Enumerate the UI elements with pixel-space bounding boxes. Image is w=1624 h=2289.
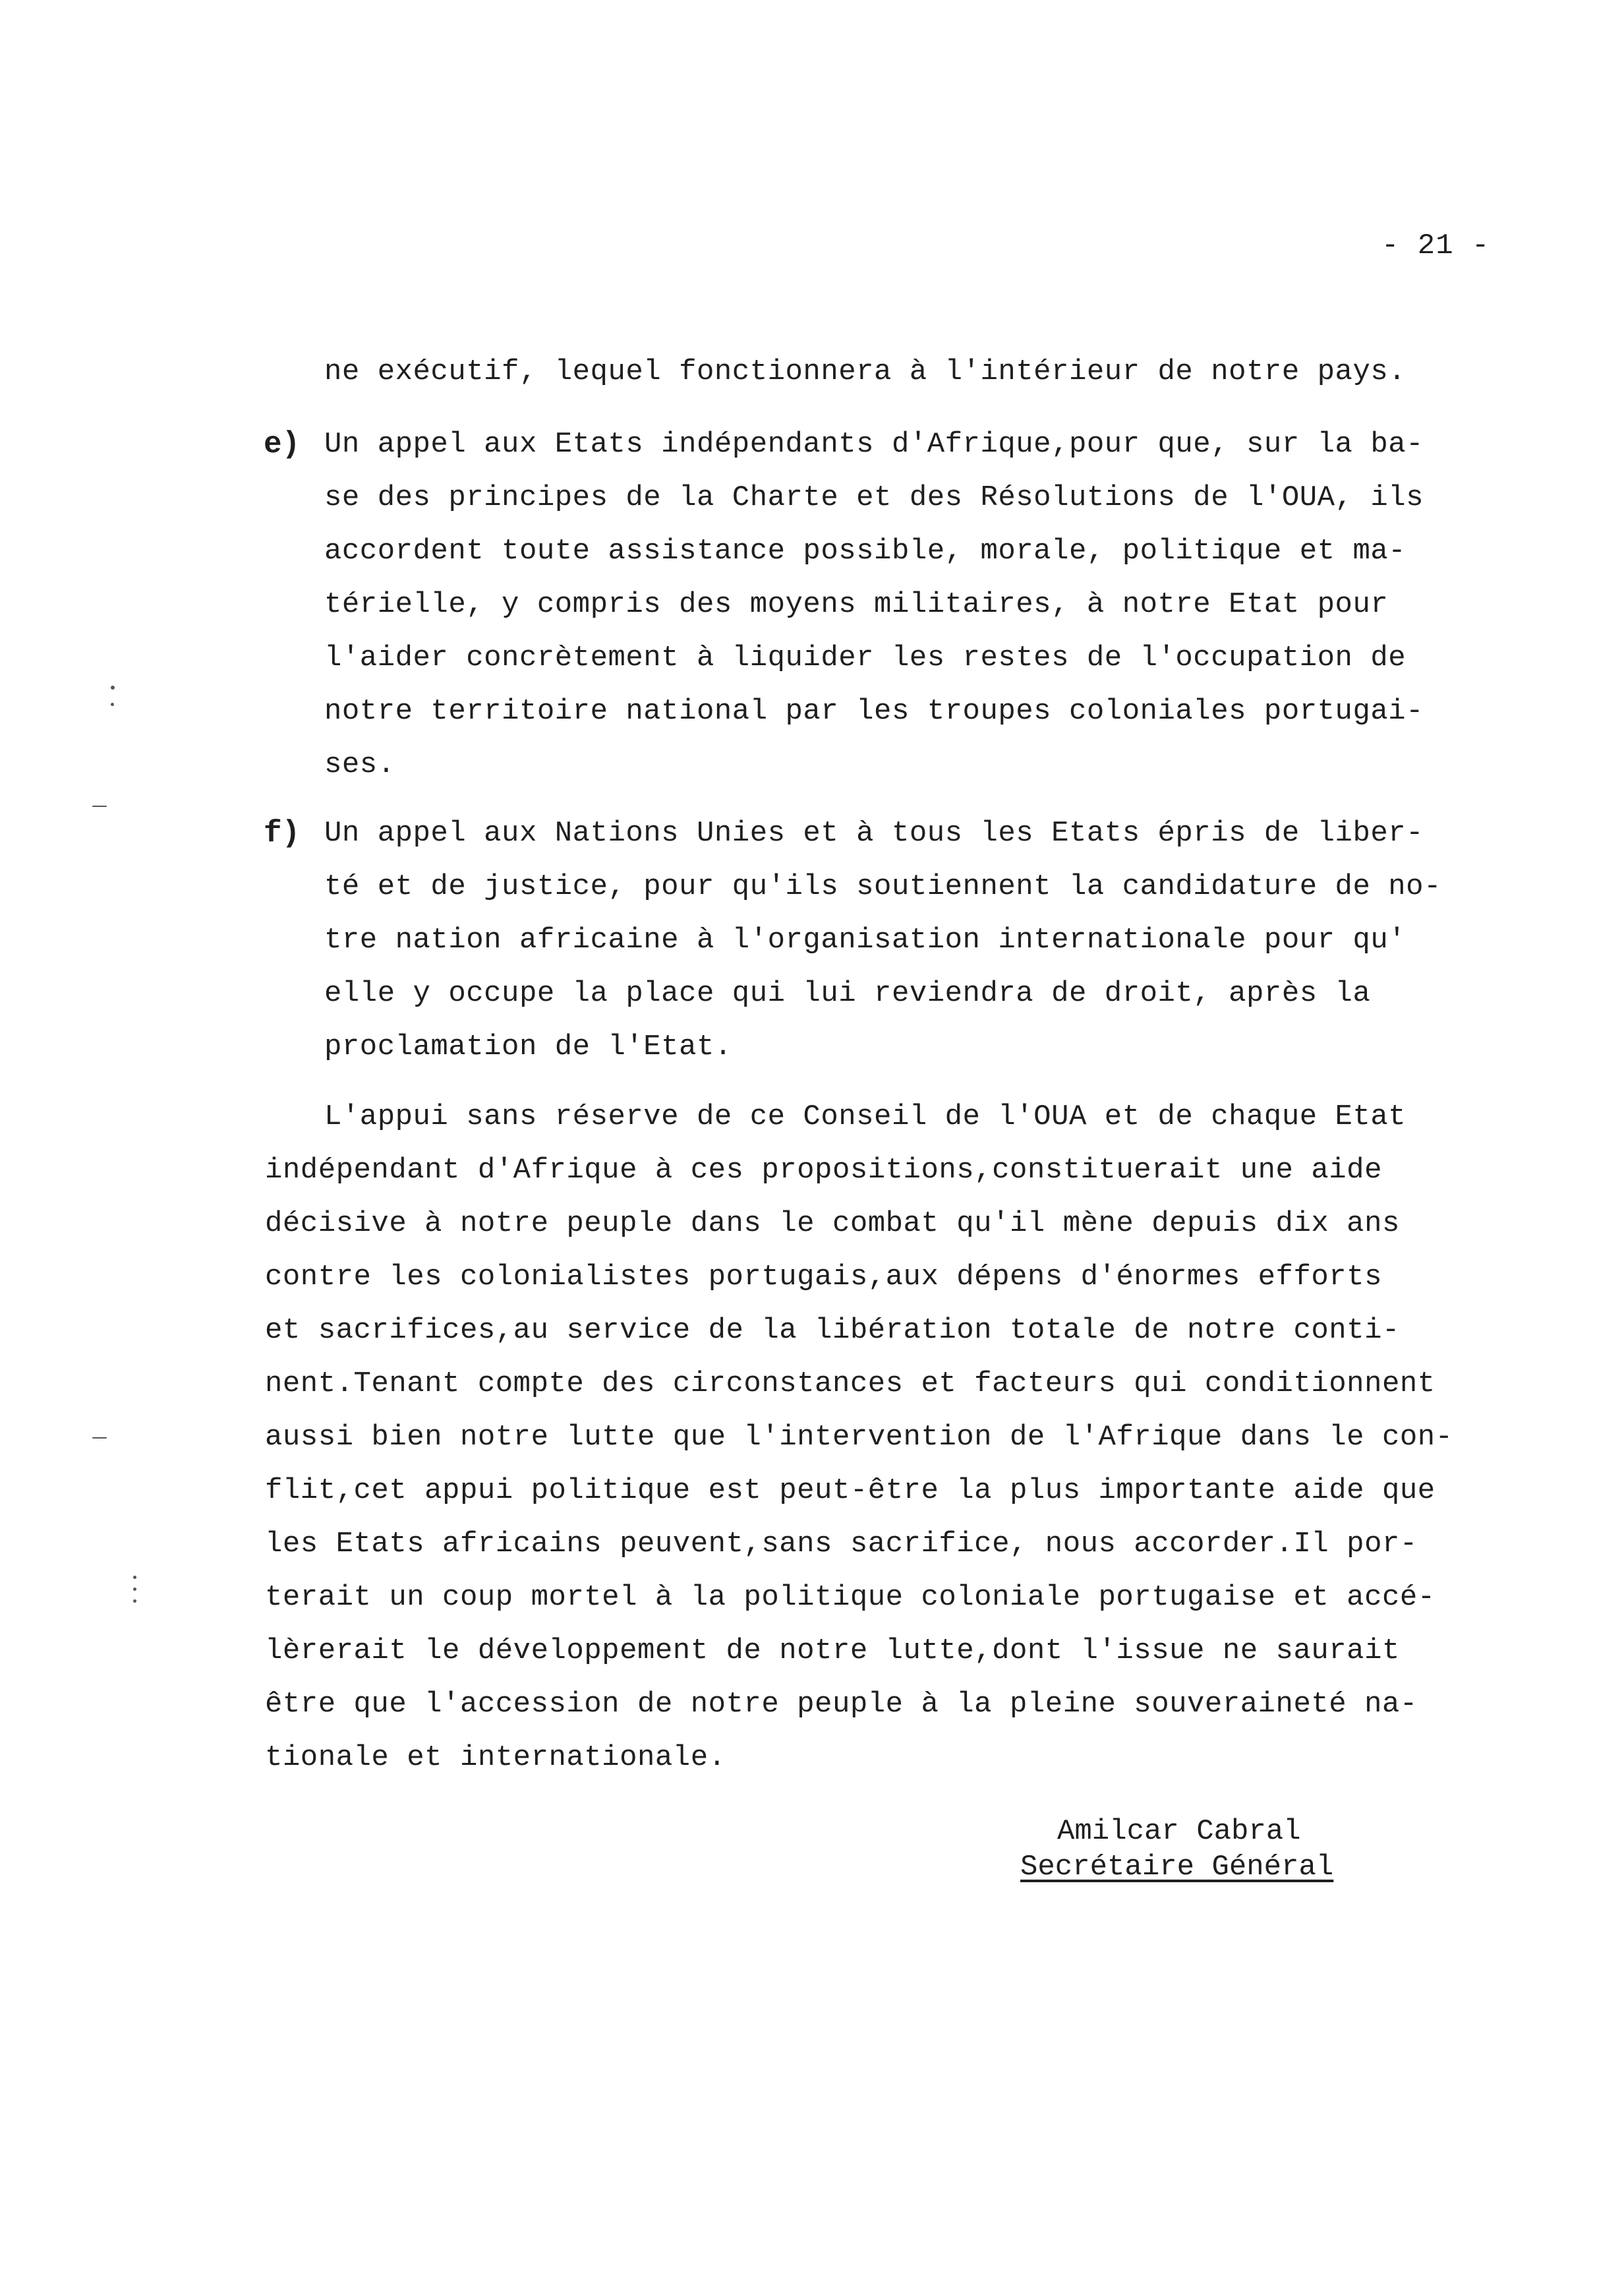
closing-line: lèrerait le développement de notre lutte,dont l'issue ne saurait	[265, 1634, 1400, 1667]
page-number: - 21 -	[1381, 229, 1490, 262]
closing-line: L'appui sans réserve de ce Conseil de l'OUA et de chaque Etat	[324, 1100, 1406, 1133]
item-e-line: notre territoire national par les troupes coloniales portugai-	[324, 695, 1424, 728]
closing-line: terait un coup mortel à la politique coloniale portugaise et accé-	[265, 1581, 1436, 1614]
signature-name: Amilcar Cabral	[1057, 1815, 1301, 1848]
closing-line: nent.Tenant compte des circonstances et facteurs qui conditionnent	[265, 1367, 1436, 1400]
scan-speck	[111, 703, 114, 706]
closing-line: tionale et internationale.	[265, 1741, 726, 1774]
item-f-line: elle y occupe la place qui lui reviendra de droit, après la	[324, 977, 1371, 1010]
scan-speck	[92, 806, 107, 807]
item-e-line: l'aider concrètement à liquider les restes de l'occupation de	[324, 641, 1406, 674]
item-f-line: té et de justice, pour qu'ils soutiennent la candidature de no-	[324, 870, 1441, 903]
item-f-line: tre nation africaine à l'organisation internationale pour qu'	[324, 924, 1406, 957]
closing-line: être que l'accession de notre peuple à la pleine souveraineté na-	[265, 1688, 1418, 1721]
scan-speck	[133, 1576, 136, 1579]
scan-speck	[133, 1599, 136, 1603]
signature-title: Secrétaire Général	[1020, 1851, 1334, 1884]
continuation-line: ne exécutif, lequel fonctionnera à l'intérieur de notre pays.	[324, 355, 1406, 388]
closing-line: contre les colonialistes portugais,aux dépens d'énormes efforts	[265, 1261, 1382, 1293]
item-e-line: se des principes de la Charte et des Résolutions de l'OUA, ils	[324, 481, 1424, 514]
item-e-line: Un appel aux Etats indépendants d'Afrique,pour que, sur la ba-	[324, 428, 1424, 461]
item-e-line: térielle, y compris des moyens militaires, à notre Etat pour	[324, 588, 1389, 621]
item-e-marker: e)	[264, 427, 301, 461]
closing-line: flit,cet appui politique est peut-être la plus importante aide que	[265, 1474, 1436, 1507]
closing-line: aussi bien notre lutte que l'intervention de l'Afrique dans le con-	[265, 1421, 1453, 1454]
closing-line: indépendant d'Afrique à ces propositions,constituerait une aide	[265, 1154, 1382, 1187]
scan-speck	[111, 686, 115, 690]
item-f-marker: f)	[264, 816, 301, 850]
closing-line: les Etats africains peuvent,sans sacrifice, nous accorder.Il por-	[265, 1528, 1418, 1561]
scan-speck	[133, 1588, 136, 1591]
closing-line: décisive à notre peuple dans le combat qu'il mène depuis dix ans	[265, 1207, 1400, 1240]
item-f-line: Un appel aux Nations Unies et à tous les Etats épris de liber-	[324, 817, 1424, 850]
item-e-line: accordent toute assistance possible, morale, politique et ma-	[324, 535, 1406, 568]
scan-speck	[92, 1437, 107, 1439]
item-f-line: proclamation de l'Etat.	[324, 1030, 732, 1063]
closing-line: et sacrifices,au service de la libération totale de notre conti-	[265, 1314, 1400, 1347]
item-e-line: ses.	[324, 748, 395, 781]
